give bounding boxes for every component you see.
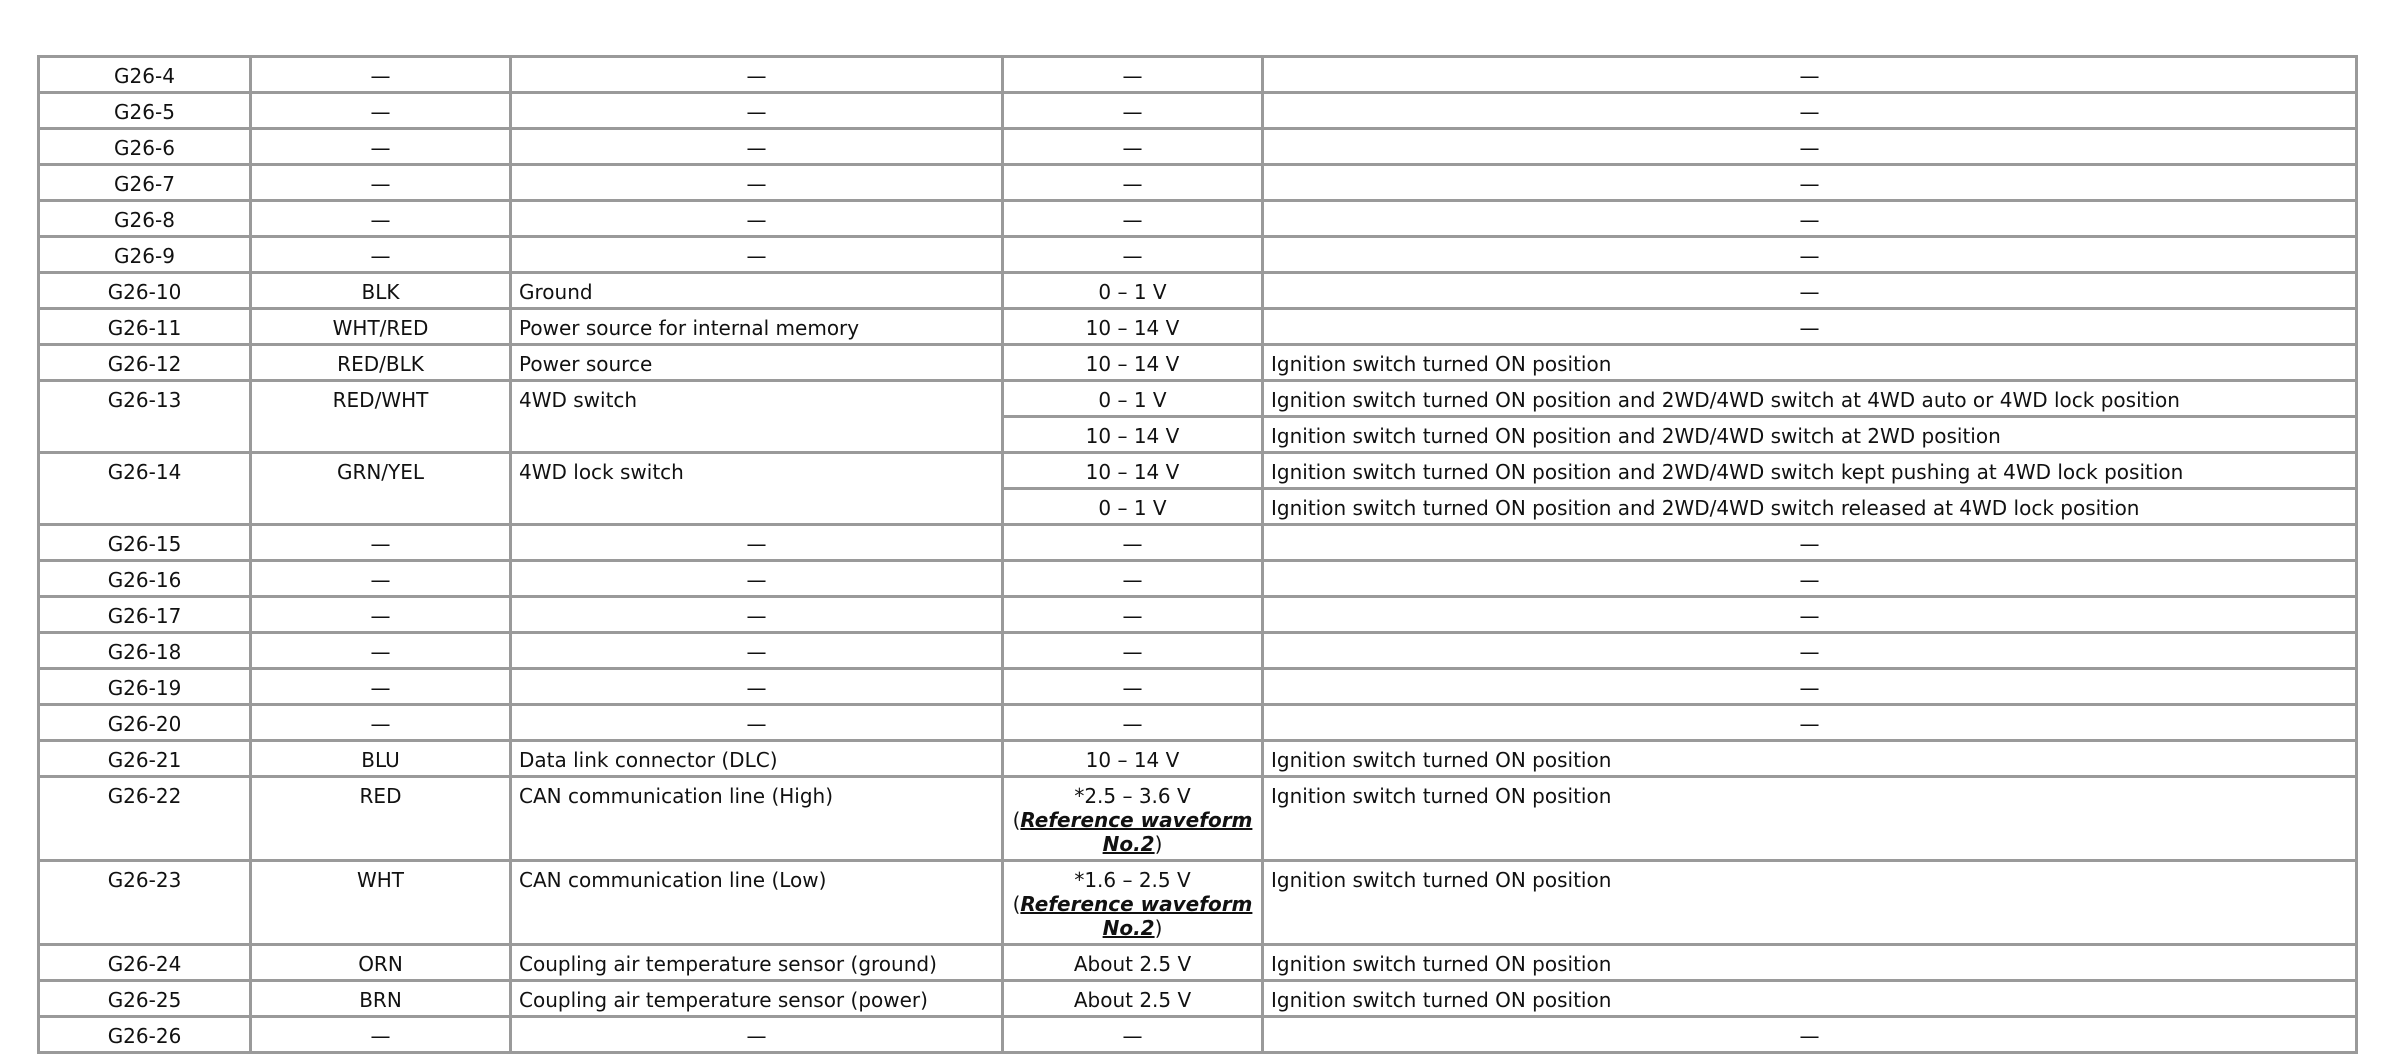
wire-color-cell: — bbox=[251, 93, 511, 129]
table-row bbox=[39, 237, 2357, 273]
terminal-cell: G26-8 bbox=[39, 201, 251, 237]
table-row bbox=[39, 93, 2357, 129]
signal-value-cell bbox=[1003, 741, 1263, 777]
wire-color-cell: BRN bbox=[251, 981, 511, 1017]
signal-value-cell bbox=[1003, 633, 1263, 669]
wire-color-cell: — bbox=[251, 633, 511, 669]
signal-value: — bbox=[1122, 64, 1143, 88]
wire-color-cell: — bbox=[251, 525, 511, 561]
table-row bbox=[39, 273, 2357, 309]
wire-color-cell: — bbox=[251, 201, 511, 237]
description-cell: — bbox=[511, 1017, 1003, 1053]
signal-value: — bbox=[1122, 712, 1143, 736]
table-row bbox=[39, 705, 2357, 741]
signal-value-cell bbox=[1003, 561, 1263, 597]
signal-value: — bbox=[1122, 568, 1143, 592]
signal-value: 10 – 14 V bbox=[1085, 424, 1180, 448]
description-cell: Power source for internal memory bbox=[511, 309, 1003, 345]
signal-value-cell bbox=[1003, 981, 1263, 1017]
condition-cell: — bbox=[1263, 633, 2357, 669]
signal-value: — bbox=[1122, 172, 1143, 196]
signal-value: 0 – 1 V bbox=[1098, 496, 1167, 520]
wire-color-cell: BLK bbox=[251, 273, 511, 309]
description-cell: Ground bbox=[511, 273, 1003, 309]
reference-waveform-link[interactable]: Reference waveform No.2 bbox=[1020, 808, 1253, 856]
condition-cell: Ignition switch turned ON position bbox=[1263, 945, 2357, 981]
terminal-table bbox=[37, 55, 2358, 1054]
condition-cell: — bbox=[1263, 561, 2357, 597]
description-cell: — bbox=[511, 201, 1003, 237]
terminal-cell: G26-10 bbox=[39, 273, 251, 309]
table-row bbox=[39, 1017, 2357, 1053]
description-cell: — bbox=[511, 633, 1003, 669]
description-cell: Data link connector (DLC) bbox=[511, 741, 1003, 777]
description-cell: — bbox=[511, 129, 1003, 165]
table-row bbox=[39, 633, 2357, 669]
table-row bbox=[39, 981, 2357, 1017]
terminal-cell: G26-26 bbox=[39, 1017, 251, 1053]
description-cell: Coupling air temperature sensor (ground) bbox=[511, 945, 1003, 981]
wire-color-cell: — bbox=[251, 165, 511, 201]
condition-cell: — bbox=[1263, 705, 2357, 741]
signal-value-cell: *1.6 – 2.5 V (Reference waveform No.2) bbox=[1003, 861, 1263, 945]
description-cell: — bbox=[511, 237, 1003, 273]
signal-value-cell bbox=[1003, 945, 1263, 981]
condition-cell: Ignition switch turned ON position and 2WD/4WD switch released at 4WD lock position bbox=[1263, 489, 2357, 525]
terminal-table-body bbox=[39, 57, 2357, 1053]
table-row bbox=[39, 453, 2357, 489]
terminal-cell: G26-13 bbox=[39, 381, 251, 453]
description-cell: 4WD switch bbox=[511, 381, 1003, 453]
signal-value: About 2.5 V bbox=[1073, 952, 1192, 976]
terminal-cell: G26-12 bbox=[39, 345, 251, 381]
signal-value-cell bbox=[1003, 489, 1263, 525]
condition-cell: — bbox=[1263, 57, 2357, 93]
table-row bbox=[39, 861, 2357, 945]
signal-value-cell bbox=[1003, 201, 1263, 237]
signal-value: 10 – 14 V bbox=[1085, 748, 1180, 772]
signal-value-cell bbox=[1003, 273, 1263, 309]
signal-value: — bbox=[1122, 640, 1143, 664]
signal-value-cell bbox=[1003, 381, 1263, 417]
table-row bbox=[39, 945, 2357, 981]
description-cell: — bbox=[511, 705, 1003, 741]
table-row bbox=[39, 309, 2357, 345]
signal-value: — bbox=[1122, 244, 1143, 268]
signal-value-cell bbox=[1003, 165, 1263, 201]
table-row bbox=[39, 525, 2357, 561]
terminal-cell: G26-25 bbox=[39, 981, 251, 1017]
description-cell: Coupling air temperature sensor (power) bbox=[511, 981, 1003, 1017]
signal-value: 10 – 14 V bbox=[1085, 460, 1180, 484]
signal-value: 10 – 14 V bbox=[1085, 352, 1180, 376]
signal-value: — bbox=[1122, 532, 1143, 556]
condition-cell: Ignition switch turned ON position bbox=[1263, 861, 2357, 945]
table-row bbox=[39, 381, 2357, 417]
signal-value-cell bbox=[1003, 417, 1263, 453]
condition-cell: Ignition switch turned ON position and 2WD/4WD switch at 4WD auto or 4WD lock position bbox=[1263, 381, 2357, 417]
terminal-cell: G26-20 bbox=[39, 705, 251, 741]
terminal-cell: G26-7 bbox=[39, 165, 251, 201]
terminal-cell: G26-6 bbox=[39, 129, 251, 165]
condition-cell: — bbox=[1263, 273, 2357, 309]
signal-value: About 2.5 V bbox=[1073, 988, 1192, 1012]
signal-value-cell bbox=[1003, 309, 1263, 345]
condition-cell: Ignition switch turned ON position bbox=[1263, 345, 2357, 381]
description-cell: CAN communication line (Low) bbox=[511, 861, 1003, 945]
wire-color-cell: — bbox=[251, 1017, 511, 1053]
signal-value-cell bbox=[1003, 237, 1263, 273]
terminal-cell: G26-17 bbox=[39, 597, 251, 633]
terminal-cell: G26-23 bbox=[39, 861, 251, 945]
signal-value: — bbox=[1122, 1024, 1143, 1048]
table-row bbox=[39, 57, 2357, 93]
signal-value-cell bbox=[1003, 1017, 1263, 1053]
signal-value: 0 – 1 V bbox=[1098, 280, 1167, 304]
signal-value-cell bbox=[1003, 129, 1263, 165]
signal-value: 0 – 1 V bbox=[1098, 388, 1167, 412]
condition-cell: Ignition switch turned ON position bbox=[1263, 981, 2357, 1017]
terminal-cell: G26-4 bbox=[39, 57, 251, 93]
description-cell: 4WD lock switch bbox=[511, 453, 1003, 525]
terminal-cell: G26-24 bbox=[39, 945, 251, 981]
reference-waveform-link[interactable]: Reference waveform No.2 bbox=[1020, 892, 1253, 940]
description-cell: — bbox=[511, 57, 1003, 93]
table-row bbox=[39, 165, 2357, 201]
terminal-table-container bbox=[37, 55, 2355, 1054]
wire-color-cell: GRN/YEL bbox=[251, 453, 511, 525]
wire-color-cell: ORN bbox=[251, 945, 511, 981]
description-cell: — bbox=[511, 93, 1003, 129]
table-row bbox=[39, 741, 2357, 777]
table-row bbox=[39, 669, 2357, 705]
table-row bbox=[39, 597, 2357, 633]
wire-color-cell: — bbox=[251, 561, 511, 597]
condition-cell: — bbox=[1263, 201, 2357, 237]
description-cell: — bbox=[511, 525, 1003, 561]
signal-value: — bbox=[1122, 676, 1143, 700]
wire-color-cell: RED bbox=[251, 777, 511, 861]
wire-color-cell: — bbox=[251, 57, 511, 93]
terminal-cell: G26-5 bbox=[39, 93, 251, 129]
table-row bbox=[39, 345, 2357, 381]
description-cell: CAN communication line (High) bbox=[511, 777, 1003, 861]
description-cell: — bbox=[511, 561, 1003, 597]
signal-value-cell bbox=[1003, 345, 1263, 381]
table-row bbox=[39, 561, 2357, 597]
terminal-cell: G26-16 bbox=[39, 561, 251, 597]
condition-cell: Ignition switch turned ON position bbox=[1263, 741, 2357, 777]
condition-cell: — bbox=[1263, 165, 2357, 201]
condition-cell: — bbox=[1263, 1017, 2357, 1053]
signal-value-cell bbox=[1003, 669, 1263, 705]
signal-value: *1.6 – 2.5 V bbox=[1074, 868, 1191, 892]
signal-value: — bbox=[1122, 136, 1143, 160]
condition-cell: — bbox=[1263, 237, 2357, 273]
signal-value-cell bbox=[1003, 597, 1263, 633]
wire-color-cell: RED/WHT bbox=[251, 381, 511, 453]
wire-color-cell: — bbox=[251, 597, 511, 633]
description-cell: — bbox=[511, 165, 1003, 201]
signal-value: — bbox=[1122, 100, 1143, 124]
signal-value: — bbox=[1122, 208, 1143, 232]
signal-value-cell bbox=[1003, 57, 1263, 93]
condition-cell: — bbox=[1263, 129, 2357, 165]
terminal-cell: G26-14 bbox=[39, 453, 251, 525]
signal-value-cell bbox=[1003, 525, 1263, 561]
description-cell: Power source bbox=[511, 345, 1003, 381]
description-cell: — bbox=[511, 669, 1003, 705]
signal-value-cell bbox=[1003, 453, 1263, 489]
terminal-cell: G26-11 bbox=[39, 309, 251, 345]
condition-cell: — bbox=[1263, 669, 2357, 705]
table-row bbox=[39, 201, 2357, 237]
signal-value-cell bbox=[1003, 93, 1263, 129]
condition-cell: — bbox=[1263, 597, 2357, 633]
wire-color-cell: — bbox=[251, 129, 511, 165]
condition-cell: Ignition switch turned ON position and 2WD/4WD switch kept pushing at 4WD lock position bbox=[1263, 453, 2357, 489]
condition-cell: — bbox=[1263, 93, 2357, 129]
wire-color-cell: WHT/RED bbox=[251, 309, 511, 345]
signal-value-cell: *2.5 – 3.6 V (Reference waveform No.2) bbox=[1003, 777, 1263, 861]
condition-cell: — bbox=[1263, 525, 2357, 561]
wire-color-cell: — bbox=[251, 669, 511, 705]
wire-color-cell: BLU bbox=[251, 741, 511, 777]
terminal-cell: G26-15 bbox=[39, 525, 251, 561]
table-row bbox=[39, 777, 2357, 861]
condition-cell: — bbox=[1263, 309, 2357, 345]
condition-cell: Ignition switch turned ON position bbox=[1263, 777, 2357, 861]
wire-color-cell: — bbox=[251, 237, 511, 273]
terminal-cell: G26-21 bbox=[39, 741, 251, 777]
terminal-cell: G26-18 bbox=[39, 633, 251, 669]
condition-cell: Ignition switch turned ON position and 2WD/4WD switch at 2WD position bbox=[1263, 417, 2357, 453]
description-cell: — bbox=[511, 597, 1003, 633]
terminal-cell: G26-9 bbox=[39, 237, 251, 273]
signal-value: 10 – 14 V bbox=[1085, 316, 1180, 340]
terminal-cell: G26-19 bbox=[39, 669, 251, 705]
wire-color-cell: — bbox=[251, 705, 511, 741]
terminal-cell: G26-22 bbox=[39, 777, 251, 861]
table-row bbox=[39, 129, 2357, 165]
wire-color-cell: WHT bbox=[251, 861, 511, 945]
wire-color-cell: RED/BLK bbox=[251, 345, 511, 381]
signal-value: — bbox=[1122, 604, 1143, 628]
signal-value-cell bbox=[1003, 705, 1263, 741]
signal-value: *2.5 – 3.6 V bbox=[1074, 784, 1191, 808]
